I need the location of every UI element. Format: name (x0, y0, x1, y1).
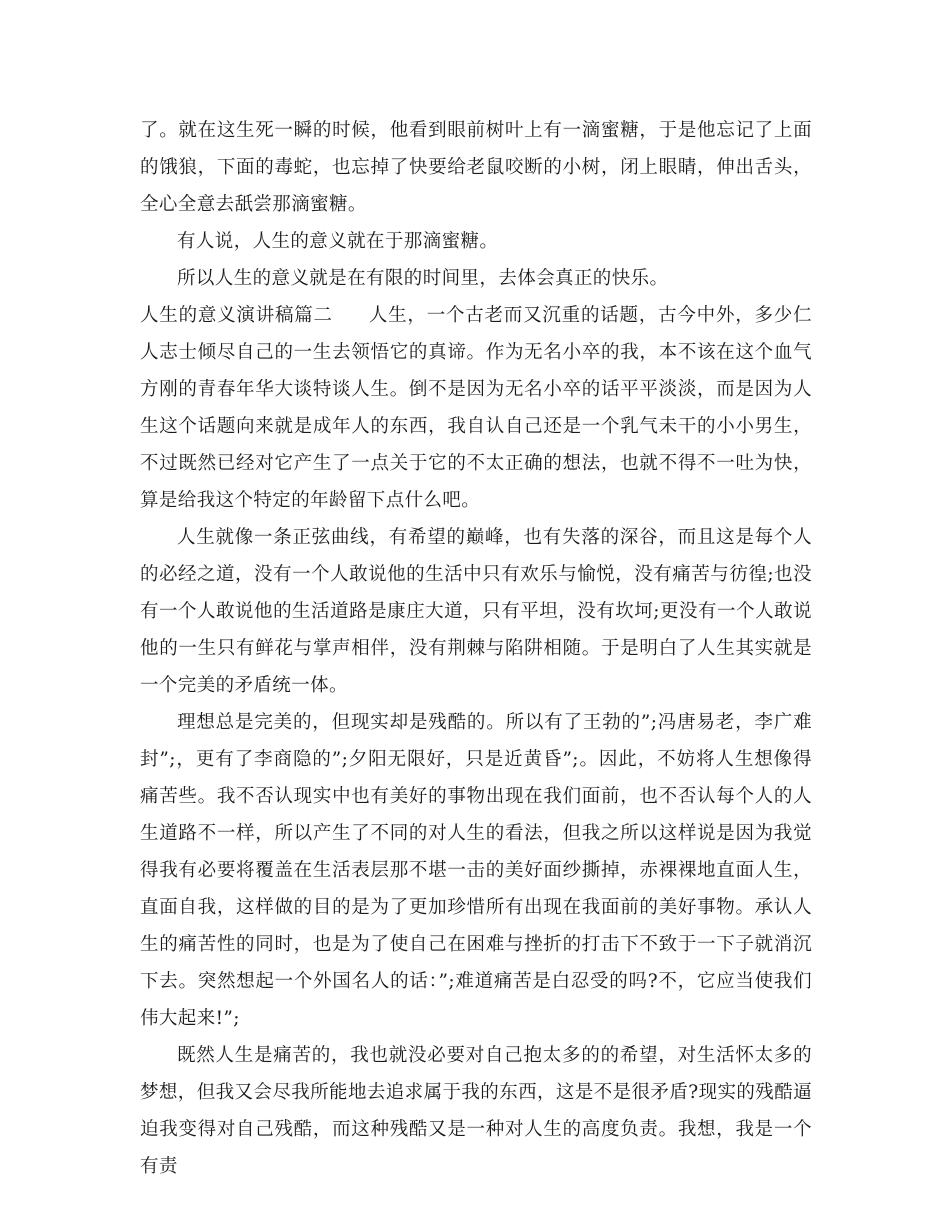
paragraph-text: 有人说，人生的意义就在于那滴蜜糖。 (177, 231, 499, 252)
section-heading: 人生的意义演讲稿篇二 (140, 305, 333, 326)
paragraph-7 (140, 1037, 812, 1185)
paragraph-text: 理想总是完美的，但现实却是残酷的。所以有了王勃的”;冯唐易老，李广难封”;，更有了李商隐的”;夕阳无限好，只是近黄昏”;。因此，不妨将人生想像得痛苦些。我不否认现实中也有美好的事物出现在我们面前，也不否认每个人的人生道路不一样，所以产生了不同的对人生的看法，但我之所以这样说是因为我觉得我有必要将覆盖在生活表层那不堪一击的美好面纱撕掉，赤裸裸地直面人生，直面自我，这样做的目的是为了更加珍惜所有出现在我面前的美好事物。承认人生的痛苦性的同时，也是为了使自己在困难与挫折的打击下不致于一下子就消沉下去。突然想起一个外国名人的话：”;难道痛苦是白忍受的吗?不，它应当使我们伟大起来!”; (140, 712, 812, 1029)
document-body (140, 112, 812, 1185)
paragraph-text: 所以人生的意义就是在有限的时间里，去体会真正的快乐。 (177, 268, 669, 289)
paragraph-6 (140, 704, 812, 1037)
paragraph-1 (140, 112, 812, 223)
paragraph-3 (140, 260, 812, 297)
paragraph-4 (140, 297, 812, 519)
paragraph-text: 了。就在这生死一瞬的时候，他看到眼前树叶上有一滴蜜糖，于是他忘记了上面的饿狼，下面的毒蛇，也忘掉了快要给老鼠咬断的小树，闭上眼睛，伸出舌头，全心全意去舐尝那滴蜜糖。 (140, 120, 812, 215)
paragraph-5 (140, 519, 812, 704)
paragraph-2 (140, 223, 812, 260)
paragraph-text: 人生，一个古老而又沉重的话题，古今中外，多少仁人志士倾尽自己的一生去领悟它的真谛。作为无名小卒的我，本不该在这个血气方刚的青春年华大谈特谈人生。倒不是因为无名小卒的话平平淡淡，而是因为人生这个话题向来就是成年人的东西，我自认自己还是一个乳气未干的小小男生，不过既然已经对它产生了一点关于它的不太正确的想法，也就不得不一吐为快，算是给我这个特定的年龄留下点什么吧。 (140, 305, 812, 511)
paragraph-text: 既然人生是痛苦的，我也就没必要对自己抱太多的的希望，对生活怀太多的梦想，但我又会尽我所能地去追求属于我的东西，这是不是很矛盾?现实的残酷逼迫我变得对自己残酷，而这种残酷又是一种对人生的高度负责。我想，我是一个有责 (140, 1045, 812, 1177)
paragraph-text: 人生就像一条正弦曲线，有希望的巅峰，也有失落的深谷，而且这是每个人的必经之道，没有一个人敢说他的生活中只有欢乐与愉悦，没有痛苦与彷徨;也没有一个人敢说他的生活道路是康庄大道，只有平坦，没有坎坷;更没有一个人敢说他的一生只有鲜花与掌声相伴，没有荆棘与陷阱相随。于是明白了人生其实就是一个完美的矛盾统一体。 (140, 527, 812, 696)
